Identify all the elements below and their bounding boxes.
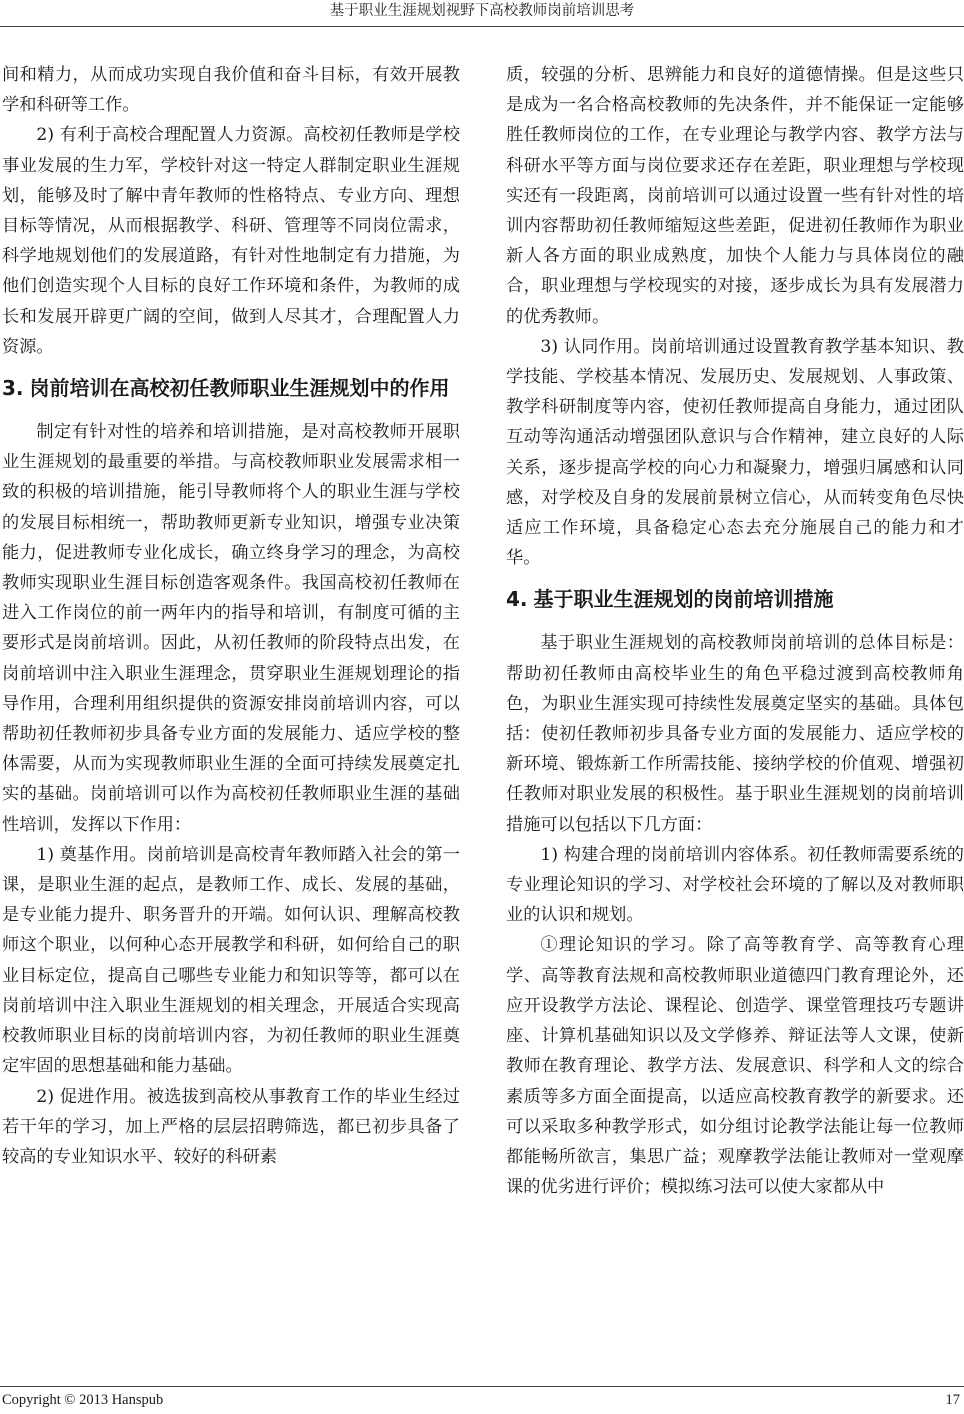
paragraph: 基于职业生涯规划的高校教师岗前培训的总体目标是：帮助初任教师由高校毕业生的角色平稳过渡到高校教师角色，为职业生涯实现可持续性发展奠定坚实的基础。具体包括：使初任教师初步具备专业方面的发展能力、适应学校的新环境、锻炼新工作所需技能、接纳学校的价值观、增强初任教师对职业发展的积极性。基于职业生涯规划的岗前培训措施可以包括以下几方面： <box>506 633 964 835</box>
section-number: 4. <box>506 587 528 612</box>
right-column <box>506 60 964 1202</box>
paragraph: 2) 有利于高校合理配置人力资源。高校初任教师是学校事业发展的生力军，学校针对这一特定人群制定职业生涯规划，能够及时了解中青年教师的性格特点、专业方向、理想目标等情况，从而根据教学、科研、管理等不同岗位需求，科学地规划他们的发展道路，有针对性地制定有力措施，为他们创造实现个人目标的良好工作环境和条件，为教师的成长和发展开辟更广阔的空间，做到人尽其才，合理配置人力资源。 <box>2 125 460 357</box>
paragraph: 制定有针对性的培养和培训措施，是对高校教师开展职业生涯规划的最重要的举措。与高校教师职业发展需求相一致的积极的培训措施，能引导教师将个人的职业生涯与学校的发展目标相统一，帮助教师更新专业知识，增强专业决策能力，促进教师专业化成长，确立终身学习的理念，为高校教师实现职业生涯目标创造客观条件。我国高校初任教师在进入工作岗位的前一两年内的指导和培训，有制度可循的主要形式是岗前培训。因此，从初任教师的阶段特点出发，在岗前培训中注入职业生涯理念，贯穿职业生涯规划理论的指导作用，合理利用组织提供的资源安排岗前培训内容，可以帮助初任教师初步具备专业方面的发展能力、适应学校的整体需要，从而为实现教师职业生涯的全面可持续发展奠定扎实的基础。岗前培训可以作为高校初任教师职业生涯的基础性培训，发挥以下作用： <box>2 422 460 835</box>
footer-divider <box>0 1386 964 1387</box>
paragraph: 1) 奠基作用。岗前培训是高校青年教师踏入社会的第一课，是职业生涯的起点，是教师工作、成长、发展的基础，是专业能力提升、职务晋升的开端。如何认识、理解高校教师这个职业，以何种心态开展教学和科研，如何给自己的职业目标定位，提高自己哪些专业能力和知识等等，都可以在岗前培训中注入职业生涯规划的相关理念，开展适合实现高校教师职业目标的岗前培训内容，为初任教师的职业生涯奠定牢固的思想基础和能力基础。 <box>2 844 460 1077</box>
section-heading-4 <box>506 583 964 616</box>
left-column <box>2 60 460 1172</box>
running-title: 基于职业生涯规划视野下高校教师岗前培训思考 <box>329 3 635 19</box>
section-number: 3. <box>2 376 24 401</box>
running-header <box>0 0 964 24</box>
paragraph: 质，较强的分析、思辨能力和良好的道德情操。但是这些只是成为一名合格高校教师的先决条件，并不能保证一定能够胜任教师岗位的工作，在专业理论与教学内容、教学方法与科研水平等方面与岗位要求还存在差距，职业理想与学校现实还有一段距离，岗前培训可以通过设置一些有针对性的培训内容帮助初任教师缩短这些差距，促进初任教师作为职业新人各方面的职业成熟度，加快个人能力与具体岗位的融合，职业理想与学校现实的对接，逐步成长为具有发展潜力的优秀教师。 <box>506 65 964 327</box>
paragraph: ①理论知识的学习。除了高等教育学、高等教育心理学、高等教育法规和高校教师职业道德四门教育理论外，还应开设教学方法论、课程论、创造学、课堂管理技巧专题讲座、计算机基础知识以及文学修养、辩证法等人文课，使新教师在教育理论、教学方法、发展意识、科学和人文的综合素质等多方面全面提高，以适应高校教育教学的新要求。还可以采取多种教学形式，如分组讨论教学法能让每一位教师都能畅所欲言，集思广益；观摩教学法能让教师对一堂观摩课的优劣进行评价；模拟练习法可以使大家都从中 <box>506 935 964 1198</box>
paragraph: 2) 促进作用。被选拔到高校从事教育工作的毕业生经过若干年的学习，加上严格的层层招聘筛选，都已初步具备了较高的专业知识水平、较好的科研素 <box>2 1086 460 1167</box>
page-footer <box>0 1390 964 1412</box>
copyright-notice: Copyright © 2013 Hanspub <box>2 1392 164 1408</box>
paragraph: 3) 认同作用。岗前培训通过设置教育教学基本知识、教学技能、学校基本情况、发展历史、发展规划、人事政策、教学科研制度等内容，使初任教师提高自身能力，通过团队互动等沟通活动增强团队意识与合作精神，建立良好的人际关系，逐步提高学校的向心力和凝聚力，增强归属感和认同感，对学校及自身的发展前景树立信心，从而转变角色尽快适应工作环境，具备稳定心态去充分施展自己的能力和才华。 <box>506 336 964 569</box>
paragraph: 1) 构建合理的岗前培训内容体系。初任教师需要系统的专业理论知识的学习、对学校社会环境的了解以及对教师职业的认识和规划。 <box>506 844 964 926</box>
header-divider <box>0 26 964 27</box>
page-number: 17 <box>945 1392 960 1408</box>
section-title: 岗前培训在高校初任教师职业生涯规划中的作用 <box>29 376 450 401</box>
paragraph: 间和精力，从而成功实现自我价值和奋斗目标，有效开展教学和科研等工作。 <box>2 65 460 116</box>
section-heading-3 <box>2 372 460 405</box>
section-title: 基于职业生涯规划的岗前培训措施 <box>533 587 834 612</box>
